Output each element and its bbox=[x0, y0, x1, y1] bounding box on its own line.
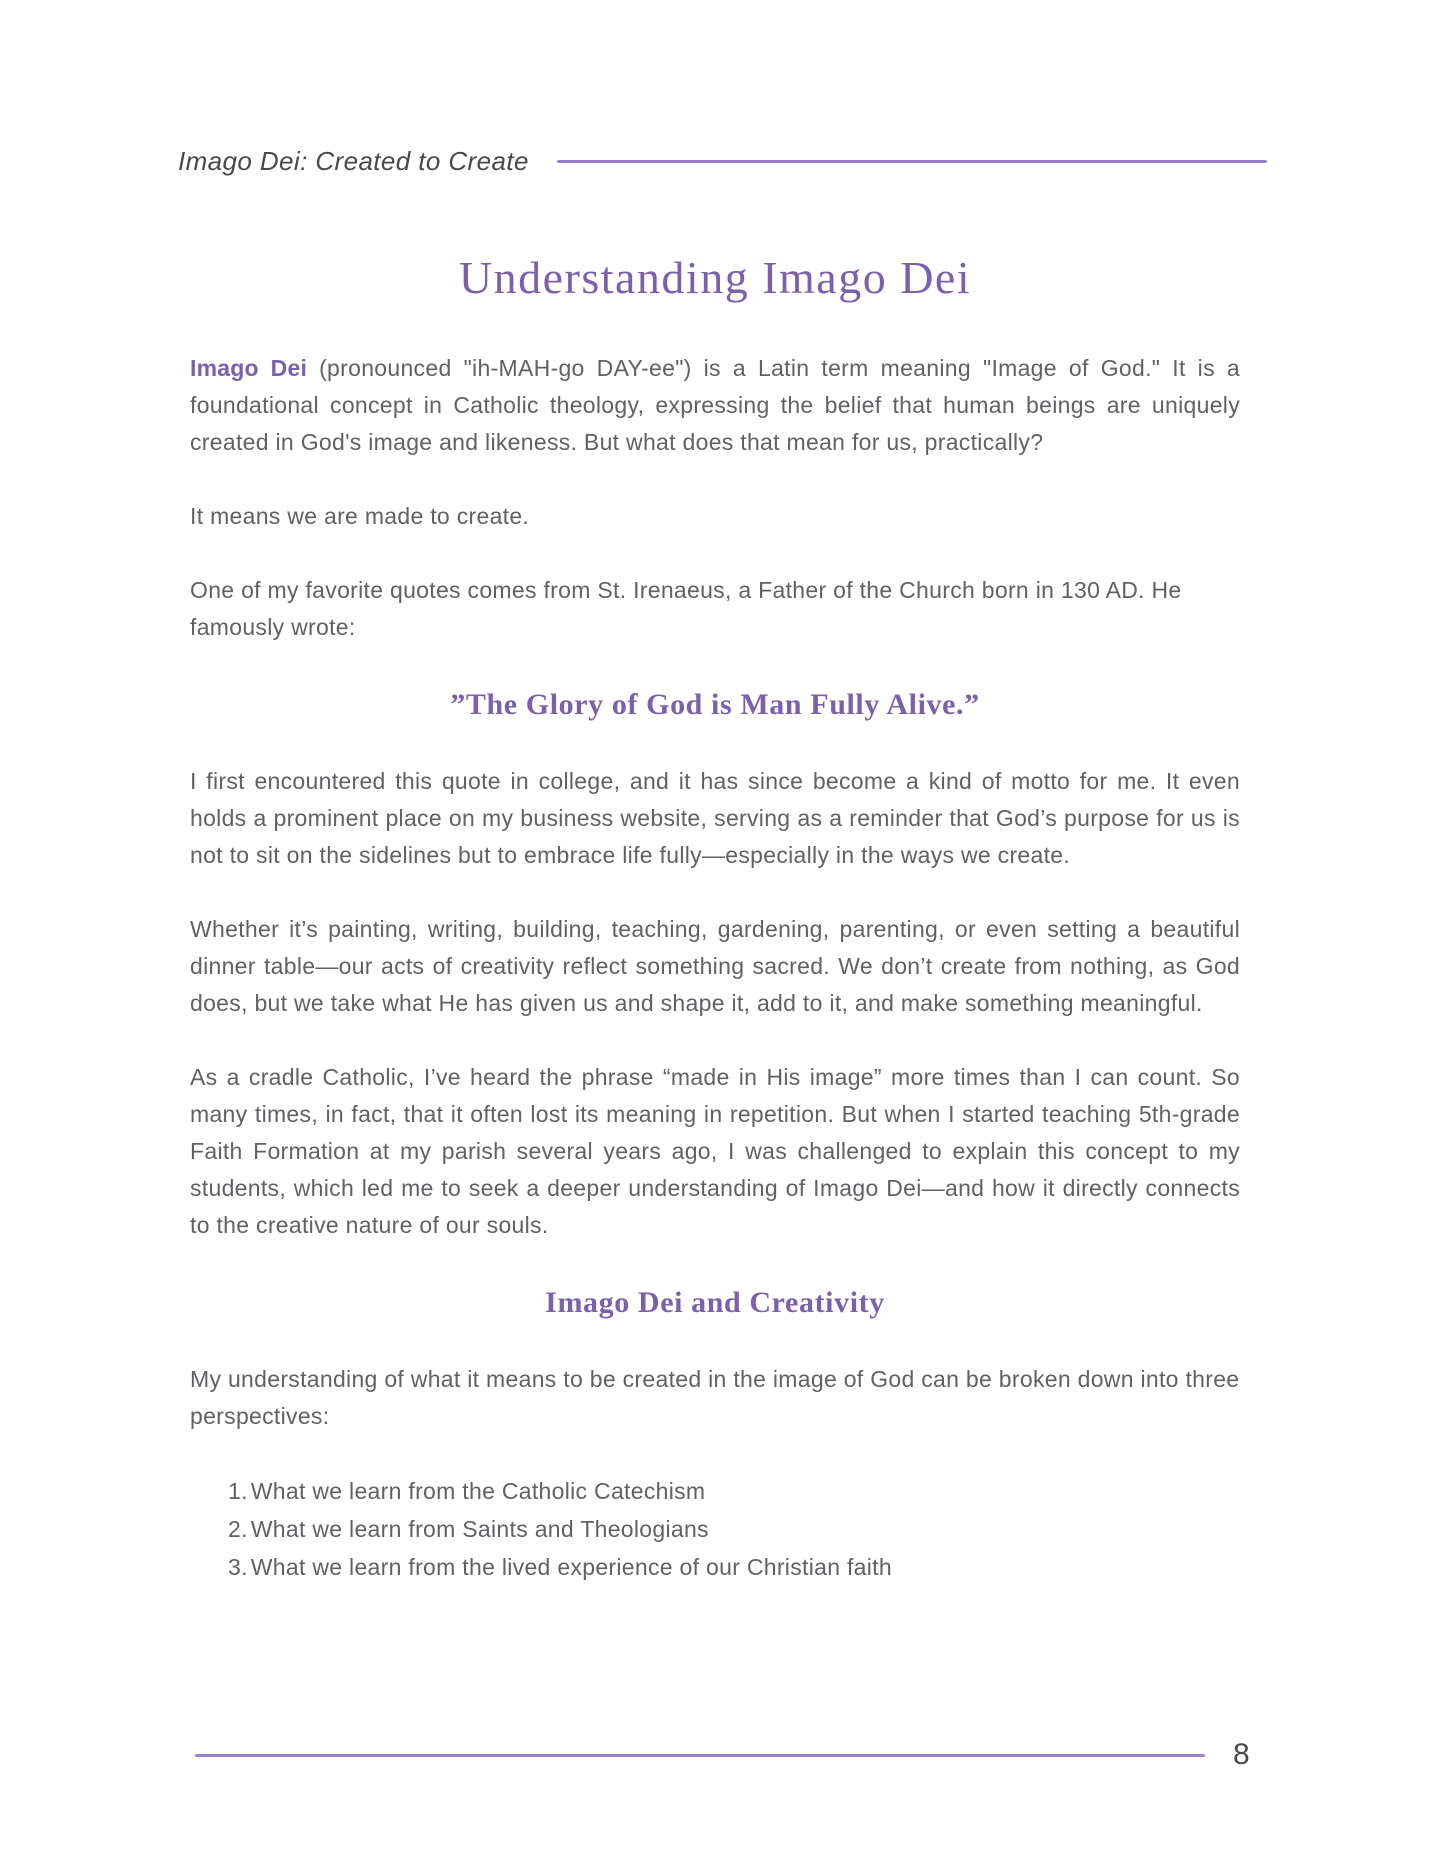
list-item-text: What we learn from the lived experience of our Christian faith bbox=[250, 1554, 892, 1580]
list-item bbox=[228, 1472, 1240, 1510]
list-item-text: What we learn from the Catholic Catechism bbox=[250, 1478, 706, 1504]
list-item-number: 2. bbox=[228, 1516, 248, 1542]
list-item-number: 1. bbox=[228, 1478, 248, 1504]
running-header bbox=[178, 146, 1267, 177]
made-to-create-paragraph: It means we are made to create. bbox=[190, 503, 530, 529]
intro-paragraph-text: (pronounced "ih-MAH-go DAY-ee") is a Latin term meaning "Image of God." It is a foundational concept in Catholic theology, expressing the belief that human beings are uniquely created in God's image and likeness. But what does that mean for us, practically? bbox=[190, 355, 1240, 455]
imago-dei-lead: Imago Dei bbox=[190, 355, 308, 381]
page-content bbox=[190, 252, 1240, 1586]
favorite-quote-paragraph: One of my favorite quotes comes from St. Irenaeus, a Father of the Church born in 130 AD. He famously wrote: bbox=[190, 577, 1182, 640]
header-rule bbox=[557, 160, 1267, 163]
intro-paragraph bbox=[190, 350, 1240, 461]
whether-paragraph: Whether it’s painting, writing, building, teaching, gardening, parenting, or even setting a beautiful dinner table—our acts of creativity reflect something sacred. We don’t create from nothing, as God does, but we take what He has given us and shape it, add to it, and make something meaningful. bbox=[190, 916, 1240, 1016]
footer-rule bbox=[195, 1754, 1205, 1757]
pull-quote: ”The Glory of God is Man Fully Alive.” bbox=[450, 688, 980, 721]
list-item bbox=[228, 1510, 1240, 1548]
page-number: 8 bbox=[1233, 1738, 1250, 1771]
page-footer bbox=[195, 1738, 1295, 1772]
list-item-text: What we learn from Saints and Theologians bbox=[250, 1516, 709, 1542]
perspectives-list bbox=[228, 1472, 1240, 1586]
list-item-number: 3. bbox=[228, 1554, 248, 1580]
first-encounter-paragraph: I first encountered this quote in college, and it has since become a kind of motto for me. It even holds a prominent place on my business website, serving as a reminder that God’s purpose for us is not to sit on the sidelines but to embrace life fully—especially in the ways we create. bbox=[190, 768, 1240, 868]
section-heading: Imago Dei and Creativity bbox=[545, 1286, 885, 1319]
running-header-title: Imago Dei: Created to Create bbox=[178, 146, 529, 176]
section-intro-paragraph: My understanding of what it means to be created in the image of God can be broken down into three perspectives: bbox=[190, 1366, 1240, 1429]
list-item bbox=[228, 1548, 1240, 1586]
page-title: Understanding Imago Dei bbox=[458, 252, 972, 303]
cradle-catholic-paragraph: As a cradle Catholic, I’ve heard the phrase “made in His image” more times than I can count. So many times, in fact, that it often lost its meaning in repetition. But when I started teaching 5th-grade Faith Formation at my parish several years ago, I was challenged to explain this concept to my students, which led me to seek a deeper understanding of Imago Dei—and how it directly connects to the creative nature of our souls. bbox=[190, 1064, 1240, 1238]
